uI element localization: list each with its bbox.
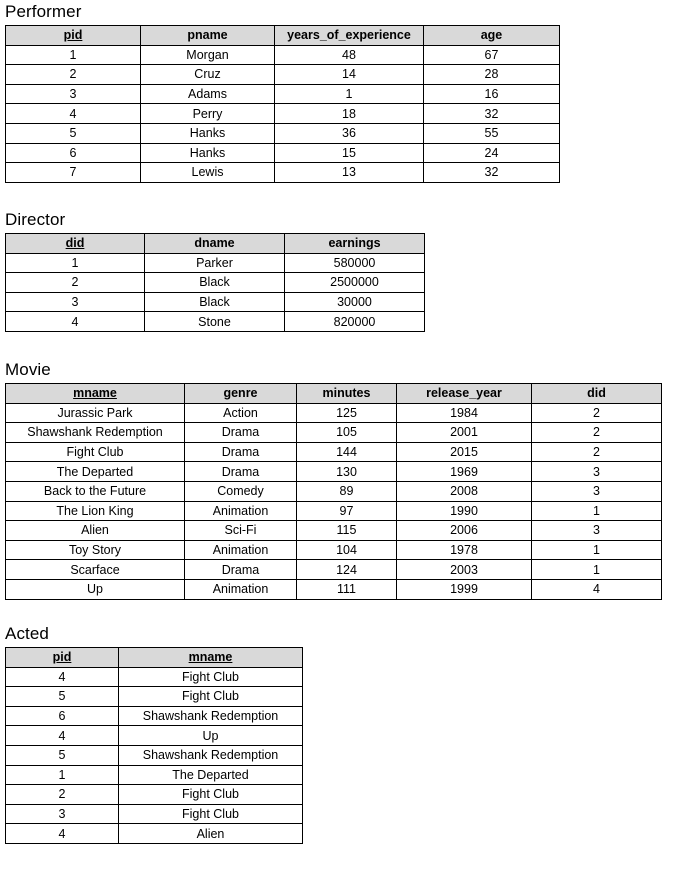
table-cell: Action xyxy=(185,403,297,423)
table-cell: Up xyxy=(119,726,303,746)
table-cell: The Lion King xyxy=(6,501,185,521)
table-row xyxy=(6,163,560,183)
table-cell: Morgan xyxy=(141,45,275,65)
table-cell: 55 xyxy=(424,123,560,143)
table-cell: Drama xyxy=(185,462,297,482)
table-row xyxy=(6,560,662,580)
table-cell: Shawshank Redemption xyxy=(119,745,303,765)
table-cell: Jurassic Park xyxy=(6,403,185,423)
table-cell: Fight Club xyxy=(119,667,303,687)
table-cell: 18 xyxy=(275,104,424,124)
table-cell: 144 xyxy=(297,442,397,462)
table-row xyxy=(6,462,662,482)
table-cell: Lewis xyxy=(141,163,275,183)
performer-table xyxy=(5,25,560,183)
director-col-header-earnings: earnings xyxy=(285,234,425,254)
table-cell: 1969 xyxy=(397,462,532,482)
table-cell: Drama xyxy=(185,423,297,443)
movie-section xyxy=(5,360,662,600)
table-row xyxy=(6,123,560,143)
table-cell: 28 xyxy=(424,65,560,85)
director-section xyxy=(5,210,425,332)
table-cell: 4 xyxy=(6,104,141,124)
table-cell: 580000 xyxy=(285,253,425,273)
table-cell: 4 xyxy=(6,726,119,746)
table-cell: 111 xyxy=(297,579,397,599)
table-cell: Perry xyxy=(141,104,275,124)
table-cell: Animation xyxy=(185,540,297,560)
table-row xyxy=(6,253,425,273)
table-row xyxy=(6,521,662,541)
table-row xyxy=(6,501,662,521)
table-cell: Drama xyxy=(185,442,297,462)
movie-table xyxy=(5,383,662,600)
table-cell: 89 xyxy=(297,481,397,501)
table-row xyxy=(6,403,662,423)
performer-col-header-pname: pname xyxy=(141,26,275,46)
table-cell: Back to the Future xyxy=(6,481,185,501)
table-cell: 5 xyxy=(6,123,141,143)
table-row xyxy=(6,442,662,462)
director-col-header-dname: dname xyxy=(145,234,285,254)
table-cell: Fight Club xyxy=(119,785,303,805)
table-cell: 1 xyxy=(6,45,141,65)
table-cell: 2 xyxy=(532,423,662,443)
table-cell: Animation xyxy=(185,501,297,521)
table-header-row xyxy=(6,648,303,668)
table-cell: 2015 xyxy=(397,442,532,462)
table-row xyxy=(6,579,662,599)
performer-title: Performer xyxy=(5,2,82,21)
table-cell: Cruz xyxy=(141,65,275,85)
table-row xyxy=(6,824,303,844)
table-cell: Stone xyxy=(145,312,285,332)
table-row xyxy=(6,65,560,85)
table-cell: 3 xyxy=(532,481,662,501)
table-cell: Animation xyxy=(185,579,297,599)
table-cell: 4 xyxy=(6,667,119,687)
table-cell: 2500000 xyxy=(285,273,425,293)
table-cell: Parker xyxy=(145,253,285,273)
table-cell: Sci-Fi xyxy=(185,521,297,541)
table-header-row xyxy=(6,26,560,46)
table-row xyxy=(6,785,303,805)
table-cell: 7 xyxy=(6,163,141,183)
acted-col-header-mname: mname xyxy=(119,648,303,668)
acted-title: Acted xyxy=(5,624,49,643)
table-cell: 6 xyxy=(6,143,141,163)
table-cell: Up xyxy=(6,579,185,599)
table-cell: 5 xyxy=(6,687,119,707)
table-header-row xyxy=(6,384,662,404)
director-table xyxy=(5,233,425,332)
table-cell: Hanks xyxy=(141,143,275,163)
table-row xyxy=(6,765,303,785)
table-cell: 15 xyxy=(275,143,424,163)
table-cell: 1978 xyxy=(397,540,532,560)
table-cell: 3 xyxy=(532,521,662,541)
director-col-header-did: did xyxy=(6,234,145,254)
table-cell: 5 xyxy=(6,745,119,765)
table-cell: 105 xyxy=(297,423,397,443)
table-cell: 2 xyxy=(532,403,662,423)
table-cell: 4 xyxy=(532,579,662,599)
table-cell: 2006 xyxy=(397,521,532,541)
table-cell: Fight Club xyxy=(6,442,185,462)
table-cell: 124 xyxy=(297,560,397,580)
table-row xyxy=(6,804,303,824)
table-row xyxy=(6,45,560,65)
table-row xyxy=(6,84,560,104)
movie-col-header-mname: mname xyxy=(6,384,185,404)
table-cell: Toy Story xyxy=(6,540,185,560)
table-row xyxy=(6,726,303,746)
table-cell: 32 xyxy=(424,163,560,183)
table-cell: 36 xyxy=(275,123,424,143)
table-cell: Alien xyxy=(6,521,185,541)
table-cell: 2003 xyxy=(397,560,532,580)
table-cell: Shawshank Redemption xyxy=(6,423,185,443)
performer-col-header-years-of-experience: years_of_experience xyxy=(275,26,424,46)
table-cell: 3 xyxy=(6,84,141,104)
performer-col-header-pid: pid xyxy=(6,26,141,46)
table-cell: 3 xyxy=(6,804,119,824)
table-cell: Shawshank Redemption xyxy=(119,706,303,726)
table-cell: 115 xyxy=(297,521,397,541)
table-cell: 104 xyxy=(297,540,397,560)
table-row xyxy=(6,292,425,312)
movie-col-header-genre: genre xyxy=(185,384,297,404)
acted-col-header-pid: pid xyxy=(6,648,119,668)
table-cell: 1990 xyxy=(397,501,532,521)
table-cell: Comedy xyxy=(185,481,297,501)
table-row xyxy=(6,687,303,707)
director-title: Director xyxy=(5,210,66,229)
table-row xyxy=(6,273,425,293)
table-cell: 3 xyxy=(532,462,662,482)
table-cell: 130 xyxy=(297,462,397,482)
table-cell: 30000 xyxy=(285,292,425,312)
table-cell: 4 xyxy=(6,312,145,332)
table-cell: 1 xyxy=(6,765,119,785)
table-header-row xyxy=(6,234,425,254)
table-cell: 6 xyxy=(6,706,119,726)
table-cell: 48 xyxy=(275,45,424,65)
table-cell: Fight Club xyxy=(119,687,303,707)
table-cell: 1999 xyxy=(397,579,532,599)
table-cell: 67 xyxy=(424,45,560,65)
acted-section xyxy=(5,624,303,883)
table-cell: 1 xyxy=(6,253,145,273)
acted-table xyxy=(5,647,303,844)
table-cell: Alien xyxy=(119,824,303,844)
table-cell: 1984 xyxy=(397,403,532,423)
table-cell: 1 xyxy=(275,84,424,104)
table-cell: 820000 xyxy=(285,312,425,332)
table-cell: 4 xyxy=(6,824,119,844)
table-cell: Black xyxy=(145,292,285,312)
table-row xyxy=(6,706,303,726)
table-cell: 2 xyxy=(6,273,145,293)
table-cell: Scarface xyxy=(6,560,185,580)
table-cell: 125 xyxy=(297,403,397,423)
table-cell: The Departed xyxy=(6,462,185,482)
acted-table-viewport xyxy=(5,647,303,883)
performer-section xyxy=(5,2,560,183)
table-row xyxy=(6,667,303,687)
table-cell: 97 xyxy=(297,501,397,521)
table-cell: 2 xyxy=(6,65,141,85)
table-row xyxy=(6,104,560,124)
movie-col-header-minutes: minutes xyxy=(297,384,397,404)
table-cell: Black xyxy=(145,273,285,293)
table-row xyxy=(6,745,303,765)
table-cell: 1 xyxy=(532,560,662,580)
table-cell: 2008 xyxy=(397,481,532,501)
table-row xyxy=(6,423,662,443)
table-cell: Hanks xyxy=(141,123,275,143)
table-cell: 1 xyxy=(532,501,662,521)
table-row xyxy=(6,312,425,332)
table-cell: Drama xyxy=(185,560,297,580)
movie-col-header-release-year: release_year xyxy=(397,384,532,404)
table-cell: 32 xyxy=(424,104,560,124)
movie-title: Movie xyxy=(5,360,51,379)
table-row xyxy=(6,143,560,163)
table-cell: Adams xyxy=(141,84,275,104)
table-cell: 3 xyxy=(6,292,145,312)
table-cell: The Departed xyxy=(119,765,303,785)
table-cell: 24 xyxy=(424,143,560,163)
table-cell: 2 xyxy=(532,442,662,462)
table-cell: 14 xyxy=(275,65,424,85)
table-cell: 13 xyxy=(275,163,424,183)
table-row xyxy=(6,540,662,560)
table-cell: Fight Club xyxy=(119,804,303,824)
performer-col-header-age: age xyxy=(424,26,560,46)
movie-col-header-did: did xyxy=(532,384,662,404)
table-cell: 16 xyxy=(424,84,560,104)
table-cell: 2 xyxy=(6,785,119,805)
table-row xyxy=(6,481,662,501)
table-cell: 2001 xyxy=(397,423,532,443)
table-cell: 1 xyxy=(532,540,662,560)
